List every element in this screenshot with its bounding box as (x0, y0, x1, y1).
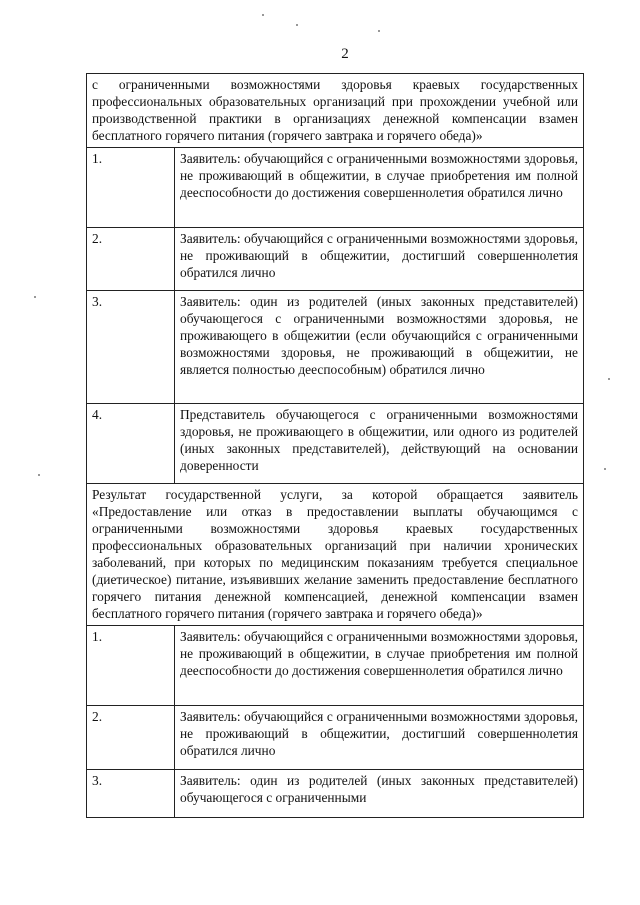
scan-speck (608, 378, 610, 380)
scan-speck (34, 296, 36, 298)
row-text: Заявитель: один из родителей (иных законных представителей) обучающегося с ограниченными (175, 770, 584, 818)
scan-speck (378, 30, 380, 32)
scan-speck (38, 474, 40, 476)
section1-header-row (87, 74, 584, 148)
row-text: Заявитель: обучающийся с ограниченными возможностями здоровья, не проживающий в общежитии, в случае приобретения им полной дееспособности до достижения совершеннолетия обратился лично (175, 626, 584, 706)
table-row (87, 706, 584, 770)
row-number: 2. (87, 228, 175, 291)
document-table (86, 73, 584, 818)
table-row (87, 228, 584, 291)
section2-header-row (87, 484, 584, 626)
row-number: 2. (87, 706, 175, 770)
row-number: 3. (87, 291, 175, 404)
row-number: 3. (87, 770, 175, 818)
row-number: 1. (87, 626, 175, 706)
section1-header: с ограниченными возможностями здоровья краевых государственных профессиональных образовательных организаций при прохождении учебной или производственной практики в организациях денежной компенсации взамен бесплатного горячего питания (горячего завтрака и горячего обеда)» (87, 74, 584, 148)
page-number: 2 (341, 46, 349, 62)
row-number: 1. (87, 148, 175, 228)
table-row (87, 626, 584, 706)
table-row (87, 291, 584, 404)
row-text: Заявитель: обучающийся с ограниченными возможностями здоровья, не проживающий в общежитии, достигший совершеннолетия обратился лично (175, 228, 584, 291)
scan-speck (604, 468, 606, 470)
section2-header: Результат государственной услуги, за которой обращается заявитель «Предоставление или отказ в предоставлении выплаты обучающимся с ограниченными возможностями здоровья краевых государственных профессиональных образовательных организаций при наличии хронических заболеваний, при которых по медицинским показаниям требуется специальное (диетическое) питание, изъявивших желание заменить предоставление бесплатного горячего питания денежной компенсацией, денежной компенсации взамен бесплатного горячего питания (горячего завтрака и горячего обеда)» (87, 484, 584, 626)
row-text: Представитель обучающегося с ограниченными возможностями здоровья, не проживающего в общежитии, или одного из родителей (иных законных представителей), действующий на основании доверенности (175, 404, 584, 484)
table-row (87, 770, 584, 818)
row-number: 4. (87, 404, 175, 484)
table-row (87, 148, 584, 228)
row-text: Заявитель: обучающийся с ограниченными возможностями здоровья, не проживающий в общежитии, в случае приобретения им полной дееспособности до достижения совершеннолетия обратился лично (175, 148, 584, 228)
scan-speck (262, 14, 264, 16)
row-text: Заявитель: один из родителей (иных законных представителей) обучающегося с ограниченными возможностями здоровья, не проживающего в общежитии (если обучающийся с ограниченными возможностями здоровья, не проживающий в общежитии, не является полностью дееспособным) обратился лично (175, 291, 584, 404)
row-text: Заявитель: обучающийся с ограниченными возможностями здоровья, не проживающий в общежитии, достигший совершеннолетия обратился лично (175, 706, 584, 770)
scan-speck (296, 24, 298, 26)
table-row (87, 404, 584, 484)
